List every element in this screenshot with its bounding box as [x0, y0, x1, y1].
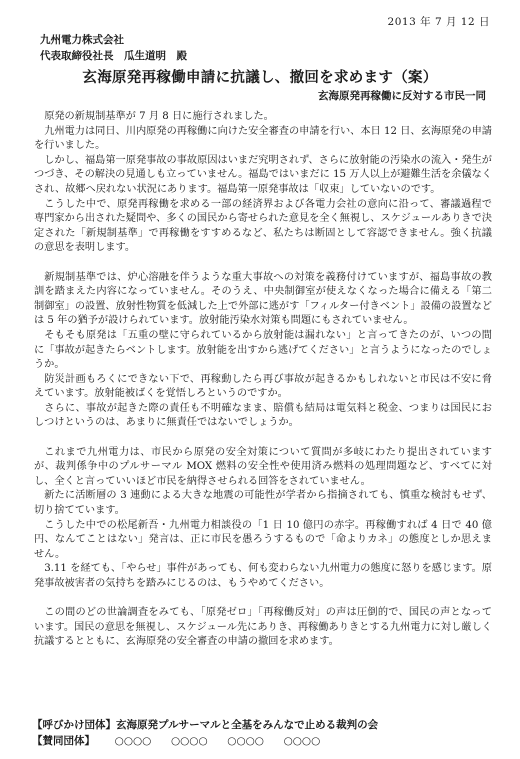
body-paragraph: 新規制基準では、炉心溶融を伴うような重大事故への対策を義務付けていますが、福島事故の教訓を踏まえた内容になっていません。そのうえ、中央制御室が使えなくなった場合に備える「第二制御室」の設置、放射性物質を低減した上で外部に逃がす「フィルター付きベント」設備の設置などは 5 年の猶予が設けられています。放射能汚染水対策も問題にもされていません。 [34, 271, 492, 327]
document-title: 玄海原発再稼働申請に抗議し、撤回を求めます（案） [82, 70, 438, 86]
body-paragraph: さらに、事故が起きた際の責任も不明確なまま、賠償も結局は電気料と税金、つまりは国民におしつけというのは、あまりに無責任ではないでしょうか。 [34, 402, 492, 429]
supporter-placeholder: ○○○○ [170, 735, 208, 747]
body-paragraph: こうした中での松尾新吾・九州電力相談役の「1 日 10 億円の赤字。再稼働すれば 4 日で 40 億円、なんてことはない」発言は、正に市民を愚ろうするもので「命よりカネ」の態度としか思えません。 [34, 519, 492, 560]
supporters-line [32, 733, 378, 749]
supporters-label: 【賛同団体】 [32, 735, 95, 747]
body-paragraph: これまで九州電力は、市民から原発の安全対策について質問が多岐にわたり提出されていますが、裁判係争中のプルサーマル MOX 燃料の安全性や使用済み燃料の処理問題など、すべてに対し、全くと言っていいほど市民を納得させられる回答をされていません。 [34, 446, 492, 487]
body-paragraph: 3.11 を経ても、「やらせ」事件があっても、何も変わらない九州電力の態度に怒りを感じます。原発事故被害者の気持ちを踏みにじるのは、もうやめてください。 [34, 563, 492, 589]
document-date: 2013 年 7 月 12 日 [387, 16, 490, 28]
document-author: 玄海原発再稼働に反対する市民一同 [318, 90, 486, 102]
recipient-person: 代表取締役社長 瓜生道明 殿 [40, 50, 187, 62]
supporter-placeholder: ○○○○ [283, 735, 321, 747]
body-paragraph: 防災計画もろくにできない下で、再稼動したら再び事故が起きるかもしれないと市民は不安に脅えています。放射能被ばくを覚悟しろというのですか。 [34, 373, 492, 400]
body-paragraph: 新たに活断層の 3 連動による大きな地震の可能性が学者から指摘されても、慎重な検討もせず、切り捨てています。 [34, 490, 492, 517]
body-paragraph: 九州電力は同日、川内原発の再稼働に向けた安全審査の申請を行い、本日 12 日、玄海原発の申請を行いました。 [34, 125, 492, 152]
paragraph-gap [34, 592, 492, 607]
supporter-placeholder: ○○○○ [227, 735, 264, 747]
body-paragraph: そもそも原発は「五重の壁に守られているから放射能は漏れない」と言ってきたのが、いつの間に「事故が起きたらベントします。放射能を出すから逃げてください」と言うようになったのでしょうか。 [34, 329, 492, 371]
recipient-company: 九州電力株式会社 [40, 34, 124, 46]
body-paragraph: しかし、福島第一原発事故の事故原因はいまだ究明されず、さらに放射能の汚染水の流入・発生がつづき、その解決の見通しも立っていません。福島ではいまだに 15 万人以上が避難生活を余儀なくされ、故郷へ戻れない状況にあります。福島第一原発事故は「収束」していないのです。 [34, 154, 492, 195]
paragraph-gap [34, 431, 492, 446]
body-paragraph: 原発の新規制基準が 7 月 8 日に施行されました。 [44, 111, 274, 122]
body-paragraph: こうした中で、原発再稼働を求める一部の経済界および各電力会社の意向に沿って、審議過程で専門家から出された疑問や、多くの国民から寄せられた意見を全く無視し、スケジュールありきで決定された「新規制基準」で再稼働をすすめるなど、私たちは断固として容認できません。強く抗議の意思を表明します。 [34, 198, 492, 254]
supporter-placeholder: ○○○○ [114, 735, 152, 747]
paragraph-gap [34, 256, 492, 271]
document-body [34, 110, 492, 650]
document-footer [32, 717, 378, 749]
body-paragraph: この間のどの世論調査をみても、「原発ゼロ」「再稼働反対」の声は圧倒的で、国民の声となっています。国民の意思を無視し、スケジュール先にありき、再稼働ありきとする九州電力に対し厳しく抗議するとともに、玄海原発の安全審査の申請の撤回を求めます。 [34, 607, 492, 648]
addressee-block [40, 32, 187, 64]
organizer-line: 【呼びかけ団体】玄海原発プルサーマルと全基をみんなで止める裁判の会 [32, 719, 379, 731]
